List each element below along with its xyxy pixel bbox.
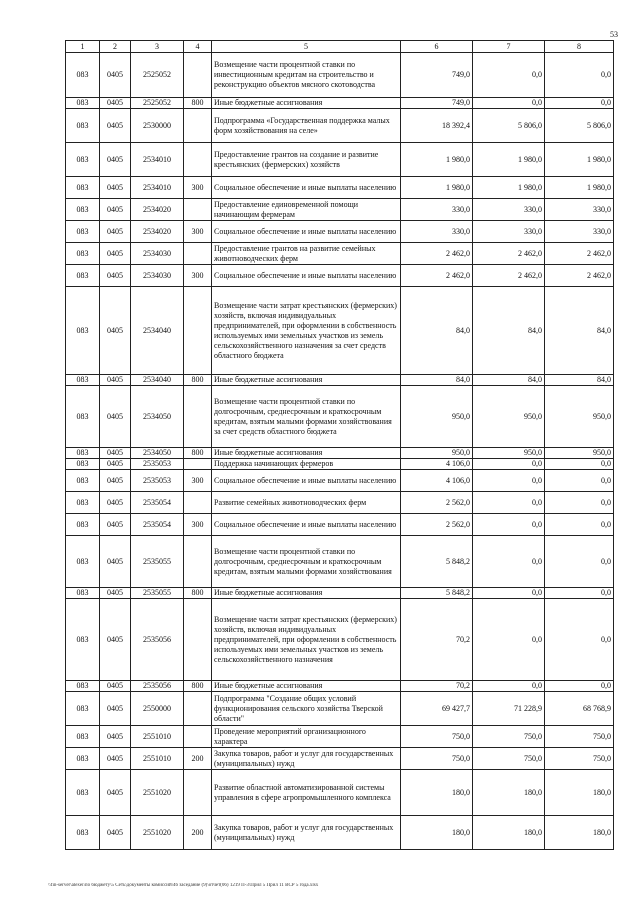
item-name-cell: Поддержка начинающих фермеров — [212, 459, 401, 470]
amount-year3-cell: 68 768,9 — [545, 692, 614, 726]
target-article-cell: 2534050 — [131, 386, 184, 448]
target-article-cell: 2525052 — [131, 53, 184, 98]
expense-type-cell: 200 — [184, 748, 212, 770]
amount-year3-cell: 0,0 — [545, 588, 614, 599]
ministry-code-cell: 083 — [66, 243, 100, 265]
section-code-cell: 0405 — [100, 109, 131, 143]
amount-year3-cell: 950,0 — [545, 448, 614, 459]
amount-year3-cell: 1 980,0 — [545, 143, 614, 177]
expense-type-cell: 800 — [184, 681, 212, 692]
amount-year2-cell: 180,0 — [473, 816, 545, 850]
section-code-cell: 0405 — [100, 375, 131, 386]
item-name-cell: Иные бюджетные ассигнования — [212, 98, 401, 109]
target-article-cell: 2535055 — [131, 588, 184, 599]
target-article-cell: 2525052 — [131, 98, 184, 109]
table-row — [66, 243, 614, 265]
column-header: 1 — [66, 41, 100, 53]
item-name-cell: Социальное обеспечение и иные выплаты населению — [212, 265, 401, 287]
ministry-code-cell: 083 — [66, 386, 100, 448]
section-code-cell: 0405 — [100, 143, 131, 177]
amount-year2-cell: 330,0 — [473, 221, 545, 243]
amount-year3-cell: 0,0 — [545, 514, 614, 536]
table-row — [66, 536, 614, 588]
amount-year2-cell: 0,0 — [473, 470, 545, 492]
ministry-code-cell: 083 — [66, 681, 100, 692]
section-code-cell: 0405 — [100, 514, 131, 536]
amount-year2-cell: 2 462,0 — [473, 265, 545, 287]
section-code-cell: 0405 — [100, 177, 131, 199]
table-row — [66, 492, 614, 514]
item-name-cell: Иные бюджетные ассигнования — [212, 375, 401, 386]
amount-year3-cell: 5 806,0 — [545, 109, 614, 143]
expense-type-cell — [184, 109, 212, 143]
amount-year2-cell: 0,0 — [473, 681, 545, 692]
table-row — [66, 287, 614, 375]
item-name-cell: Возмещение части процентной ставки по долгосрочным, среднесрочным и краткосрочным кредитам, взятым малыми формами хозяйствования за счет средств областного бюджета — [212, 386, 401, 448]
amount-year1-cell: 4 106,0 — [401, 470, 473, 492]
table-row — [66, 748, 614, 770]
ministry-code-cell: 083 — [66, 726, 100, 748]
table-row — [66, 816, 614, 850]
amount-year1-cell: 4 106,0 — [401, 459, 473, 470]
amount-year3-cell: 2 462,0 — [545, 243, 614, 265]
amount-year2-cell: 750,0 — [473, 748, 545, 770]
target-article-cell: 2534020 — [131, 221, 184, 243]
amount-year1-cell: 950,0 — [401, 386, 473, 448]
section-code-cell: 0405 — [100, 98, 131, 109]
expense-type-cell — [184, 386, 212, 448]
item-name-cell: Социальное обеспечение и иные выплаты населению — [212, 177, 401, 199]
ministry-code-cell: 083 — [66, 265, 100, 287]
ministry-code-cell: 083 — [66, 692, 100, 726]
target-article-cell: 2534050 — [131, 448, 184, 459]
ministry-code-cell: 083 — [66, 470, 100, 492]
ministry-code-cell: 083 — [66, 748, 100, 770]
amount-year3-cell: 0,0 — [545, 492, 614, 514]
item-name-cell: Иные бюджетные ассигнования — [212, 681, 401, 692]
amount-year3-cell: 180,0 — [545, 816, 614, 850]
amount-year2-cell: 1 980,0 — [473, 143, 545, 177]
expense-type-cell: 300 — [184, 470, 212, 492]
ministry-code-cell: 083 — [66, 588, 100, 599]
amount-year3-cell: 84,0 — [545, 375, 614, 386]
amount-year3-cell: 950,0 — [545, 386, 614, 448]
amount-year3-cell: 2 462,0 — [545, 265, 614, 287]
budget-table — [65, 40, 614, 850]
table-row — [66, 265, 614, 287]
item-name-cell: Социальное обеспечение и иные выплаты населению — [212, 514, 401, 536]
amount-year2-cell: 330,0 — [473, 199, 545, 221]
expense-type-cell — [184, 536, 212, 588]
expense-type-cell: 300 — [184, 221, 212, 243]
item-name-cell: Возмещение части затрат крестьянских (фермерских) хозяйств, включая индивидуальных предпринимателей, при оформлении в собственность используемых ими земельных участков из земель сельскохозяйственного назначения за счет средств областного бюджета — [212, 287, 401, 375]
section-code-cell: 0405 — [100, 770, 131, 816]
amount-year1-cell: 950,0 — [401, 448, 473, 459]
ministry-code-cell: 083 — [66, 53, 100, 98]
table-row — [66, 221, 614, 243]
amount-year1-cell: 330,0 — [401, 199, 473, 221]
amount-year1-cell: 84,0 — [401, 375, 473, 386]
ministry-code-cell: 083 — [66, 459, 100, 470]
column-header: 7 — [473, 41, 545, 53]
item-name-cell: Развитие областной автоматизированной системы управления в сфере агропромышленного комплекса — [212, 770, 401, 816]
amount-year2-cell: 0,0 — [473, 536, 545, 588]
item-name-cell: Закупка товаров, работ и услуг для государственных (муниципальных) нужд — [212, 816, 401, 850]
amount-year1-cell: 2 462,0 — [401, 265, 473, 287]
file-path-footer: \\fin-server\alexei\по бюджету\5 Сеть\документы комиссий\46 заседание (9)\отчет(06) 1219 П-3\Прил 5 Прил 11 ВСР 5 года.xlsx — [48, 883, 319, 888]
amount-year3-cell: 330,0 — [545, 221, 614, 243]
target-article-cell: 2535053 — [131, 470, 184, 492]
amount-year1-cell: 2 562,0 — [401, 514, 473, 536]
target-article-cell: 2534010 — [131, 177, 184, 199]
amount-year3-cell: 84,0 — [545, 287, 614, 375]
table-row — [66, 98, 614, 109]
expense-type-cell: 300 — [184, 177, 212, 199]
expense-type-cell: 800 — [184, 98, 212, 109]
column-header: 8 — [545, 41, 614, 53]
amount-year1-cell: 1 980,0 — [401, 143, 473, 177]
amount-year1-cell: 84,0 — [401, 287, 473, 375]
target-article-cell: 2534030 — [131, 265, 184, 287]
item-name-cell: Социальное обеспечение и иные выплаты населению — [212, 470, 401, 492]
amount-year1-cell: 5 848,2 — [401, 536, 473, 588]
ministry-code-cell: 083 — [66, 143, 100, 177]
amount-year1-cell: 2 562,0 — [401, 492, 473, 514]
section-code-cell: 0405 — [100, 726, 131, 748]
amount-year2-cell: 950,0 — [473, 386, 545, 448]
expense-type-cell — [184, 770, 212, 816]
column-header: 2 — [100, 41, 131, 53]
amount-year1-cell: 5 848,2 — [401, 588, 473, 599]
page-number: 53 — [610, 30, 618, 39]
amount-year1-cell: 70,2 — [401, 599, 473, 681]
amount-year2-cell: 950,0 — [473, 448, 545, 459]
amount-year3-cell: 0,0 — [545, 98, 614, 109]
item-name-cell: Иные бюджетные ассигнования — [212, 588, 401, 599]
expense-type-cell: 200 — [184, 816, 212, 850]
table-row — [66, 143, 614, 177]
amount-year1-cell: 1 980,0 — [401, 177, 473, 199]
ministry-code-cell: 083 — [66, 287, 100, 375]
section-code-cell: 0405 — [100, 599, 131, 681]
amount-year2-cell: 71 228,9 — [473, 692, 545, 726]
section-code-cell: 0405 — [100, 536, 131, 588]
table-row — [66, 199, 614, 221]
item-name-cell: Предоставление грантов на создание и развитие крестьянских (фермерских) хозяйств — [212, 143, 401, 177]
amount-year3-cell: 750,0 — [545, 726, 614, 748]
ministry-code-cell: 083 — [66, 109, 100, 143]
amount-year1-cell: 750,0 — [401, 748, 473, 770]
amount-year2-cell: 0,0 — [473, 459, 545, 470]
table-row — [66, 692, 614, 726]
expense-type-cell — [184, 53, 212, 98]
item-name-cell: Предоставление единовременной помощи начинающим фермерам — [212, 199, 401, 221]
amount-year3-cell: 0,0 — [545, 599, 614, 681]
item-name-cell: Иные бюджетные ассигнования — [212, 448, 401, 459]
column-header: 3 — [131, 41, 184, 53]
target-article-cell: 2535056 — [131, 599, 184, 681]
ministry-code-cell: 083 — [66, 221, 100, 243]
amount-year1-cell: 750,0 — [401, 726, 473, 748]
target-article-cell: 2535054 — [131, 492, 184, 514]
table-row — [66, 459, 614, 470]
table-row — [66, 53, 614, 98]
item-name-cell: Закупка товаров, работ и услуг для государственных (муниципальных) нужд — [212, 748, 401, 770]
amount-year1-cell: 2 462,0 — [401, 243, 473, 265]
section-code-cell: 0405 — [100, 459, 131, 470]
item-name-cell: Подпрограмма «Государственная поддержка малых форм хозяйствования на селе» — [212, 109, 401, 143]
section-code-cell: 0405 — [100, 748, 131, 770]
expense-type-cell — [184, 492, 212, 514]
ministry-code-cell: 083 — [66, 448, 100, 459]
amount-year2-cell: 84,0 — [473, 287, 545, 375]
item-name-cell: Возмещение части процентной ставки по инвестиционным кредитам на строительство и реконструкцию объектов мясного скотоводства — [212, 53, 401, 98]
expense-type-cell — [184, 143, 212, 177]
item-name-cell: Социальное обеспечение и иные выплаты населению — [212, 221, 401, 243]
expense-type-cell: 300 — [184, 514, 212, 536]
ministry-code-cell: 083 — [66, 98, 100, 109]
amount-year2-cell: 0,0 — [473, 53, 545, 98]
amount-year2-cell: 0,0 — [473, 98, 545, 109]
target-article-cell: 2534020 — [131, 199, 184, 221]
section-code-cell: 0405 — [100, 492, 131, 514]
table-row — [66, 386, 614, 448]
table-row — [66, 588, 614, 599]
ministry-code-cell: 083 — [66, 536, 100, 588]
column-header: 4 — [184, 41, 212, 53]
section-code-cell: 0405 — [100, 681, 131, 692]
section-code-cell: 0405 — [100, 816, 131, 850]
target-article-cell: 2551010 — [131, 748, 184, 770]
table-row — [66, 375, 614, 386]
expense-type-cell — [184, 692, 212, 726]
ministry-code-cell: 083 — [66, 599, 100, 681]
expense-type-cell — [184, 459, 212, 470]
target-article-cell: 2534040 — [131, 287, 184, 375]
target-article-cell: 2535056 — [131, 681, 184, 692]
item-name-cell: Предоставление грантов на развитие семейных животноводческих ферм — [212, 243, 401, 265]
section-code-cell: 0405 — [100, 470, 131, 492]
amount-year3-cell: 0,0 — [545, 53, 614, 98]
item-name-cell: Возмещение части процентной ставки по долгосрочным, среднесрочным и краткосрочным кредитам, взятым малыми формами хозяйствования — [212, 536, 401, 588]
table-row — [66, 770, 614, 816]
amount-year3-cell: 0,0 — [545, 536, 614, 588]
ministry-code-cell: 083 — [66, 199, 100, 221]
expense-type-cell — [184, 599, 212, 681]
ministry-code-cell: 083 — [66, 177, 100, 199]
amount-year2-cell: 0,0 — [473, 599, 545, 681]
expense-type-cell: 800 — [184, 588, 212, 599]
target-article-cell: 2534040 — [131, 375, 184, 386]
expense-type-cell — [184, 199, 212, 221]
amount-year3-cell: 750,0 — [545, 748, 614, 770]
table-header-row — [66, 41, 614, 53]
expense-type-cell — [184, 726, 212, 748]
amount-year1-cell: 180,0 — [401, 770, 473, 816]
amount-year1-cell: 749,0 — [401, 53, 473, 98]
amount-year2-cell: 0,0 — [473, 514, 545, 536]
amount-year1-cell: 18 392,4 — [401, 109, 473, 143]
section-code-cell: 0405 — [100, 588, 131, 599]
table-row — [66, 726, 614, 748]
expense-type-cell: 300 — [184, 265, 212, 287]
amount-year1-cell: 749,0 — [401, 98, 473, 109]
amount-year3-cell: 330,0 — [545, 199, 614, 221]
target-article-cell: 2550000 — [131, 692, 184, 726]
section-code-cell: 0405 — [100, 265, 131, 287]
amount-year2-cell: 0,0 — [473, 492, 545, 514]
column-header: 5 — [212, 41, 401, 53]
amount-year2-cell: 84,0 — [473, 375, 545, 386]
expense-type-cell — [184, 287, 212, 375]
item-name-cell: Проведение мероприятий организационного характера — [212, 726, 401, 748]
item-name-cell: Развитие семейных животноводческих ферм — [212, 492, 401, 514]
section-code-cell: 0405 — [100, 53, 131, 98]
target-article-cell: 2534010 — [131, 143, 184, 177]
amount-year3-cell: 0,0 — [545, 459, 614, 470]
section-code-cell: 0405 — [100, 386, 131, 448]
amount-year1-cell: 70,2 — [401, 681, 473, 692]
amount-year3-cell: 0,0 — [545, 681, 614, 692]
ministry-code-cell: 083 — [66, 514, 100, 536]
target-article-cell: 2535054 — [131, 514, 184, 536]
amount-year2-cell: 5 806,0 — [473, 109, 545, 143]
table-row — [66, 599, 614, 681]
ministry-code-cell: 083 — [66, 492, 100, 514]
table-row — [66, 470, 614, 492]
amount-year3-cell: 0,0 — [545, 470, 614, 492]
section-code-cell: 0405 — [100, 221, 131, 243]
table-row — [66, 109, 614, 143]
section-code-cell: 0405 — [100, 692, 131, 726]
target-article-cell: 2535053 — [131, 459, 184, 470]
target-article-cell: 2551020 — [131, 770, 184, 816]
amount-year2-cell: 180,0 — [473, 770, 545, 816]
amount-year3-cell: 180,0 — [545, 770, 614, 816]
expense-type-cell: 800 — [184, 375, 212, 386]
ministry-code-cell: 083 — [66, 816, 100, 850]
table-row — [66, 681, 614, 692]
target-article-cell: 2551010 — [131, 726, 184, 748]
amount-year1-cell: 330,0 — [401, 221, 473, 243]
section-code-cell: 0405 — [100, 287, 131, 375]
section-code-cell: 0405 — [100, 199, 131, 221]
ministry-code-cell: 083 — [66, 770, 100, 816]
section-code-cell: 0405 — [100, 448, 131, 459]
amount-year1-cell: 180,0 — [401, 816, 473, 850]
amount-year1-cell: 69 427,7 — [401, 692, 473, 726]
table-row — [66, 448, 614, 459]
table-row — [66, 177, 614, 199]
target-article-cell: 2534030 — [131, 243, 184, 265]
column-header: 6 — [401, 41, 473, 53]
target-article-cell: 2535055 — [131, 536, 184, 588]
expense-type-cell: 800 — [184, 448, 212, 459]
target-article-cell: 2530000 — [131, 109, 184, 143]
amount-year2-cell: 2 462,0 — [473, 243, 545, 265]
table-row — [66, 514, 614, 536]
amount-year2-cell: 1 980,0 — [473, 177, 545, 199]
item-name-cell: Подпрограмма "Создание общих условий функционирования сельского хозяйства Тверской области" — [212, 692, 401, 726]
amount-year2-cell: 0,0 — [473, 588, 545, 599]
amount-year3-cell: 1 980,0 — [545, 177, 614, 199]
expense-type-cell — [184, 243, 212, 265]
amount-year2-cell: 750,0 — [473, 726, 545, 748]
ministry-code-cell: 083 — [66, 375, 100, 386]
target-article-cell: 2551020 — [131, 816, 184, 850]
item-name-cell: Возмещение части затрат крестьянских (фермерских) хозяйств, включая индивидуальных предпринимателей, при оформлении в собственность используемых ими земельных участков из земель сельскохозяйственного назначения — [212, 599, 401, 681]
section-code-cell: 0405 — [100, 243, 131, 265]
